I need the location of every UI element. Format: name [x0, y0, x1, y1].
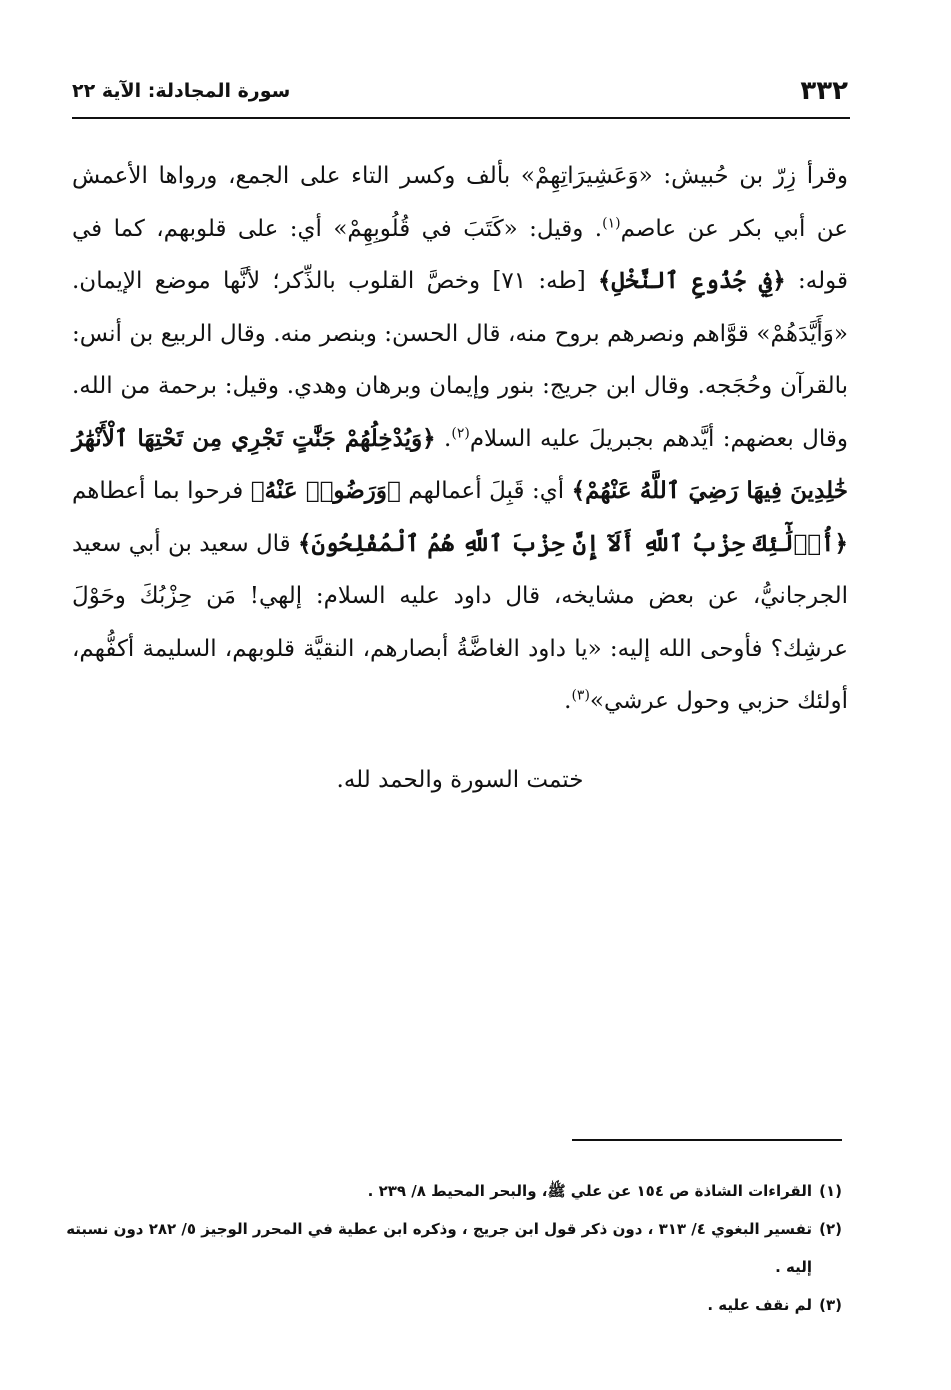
footnote-number: (٢) [819, 1220, 842, 1238]
surah-heading: سورة المجادلة: الآية ٢٢ [72, 80, 291, 102]
footnote-separator [572, 1139, 842, 1141]
footnote-text-continued: نسبته إليه . [66, 1220, 812, 1276]
body-text-segment: وقرأ زِرّ بن حُبيش: «وَعَشِيرَاتِهِمْ» بألف وكسر التاء على الجمع، ورواها الأعمش عن أبي بكر عن عاصم [72, 163, 848, 242]
body-text-segment: . وقيل: «كَتَبَ في قُلُوبِهِمْ» أي: على قلوبهم، كما في قوله: [72, 215, 849, 294]
quran-quote: ﴿فِي جُذُوعِ ٱلنَّخْلِ﴾ [598, 267, 786, 294]
closing-sentence: ختمت السورة والحمد لله. [336, 767, 584, 793]
footnote-number: (١) [819, 1182, 842, 1200]
body-text-segment: . [564, 688, 572, 714]
footnote-number: (٣) [819, 1296, 842, 1314]
body-text-segment: قال سعيد بن أبي سعيد الجرجانيُّ، عن بعض مشايخه، قال داود عليه السلام: إلهي! مَن حِزْبُكَ وحَوْلَ عرشِك؟ فأوحى الله إليه: «يا داود الغاضَّةُ أبصارهم، النقيَّة قلوبهم، السليمة أكفُّهم، أولئك حزبي وحول عرشي» [72, 530, 848, 714]
footnotes [66, 1172, 842, 1324]
footnote-text: القراءات الشاذة ص ١٥٤ عن علي ﷺ، والبحر المحيط ٨/ ٢٣٩ . [367, 1182, 812, 1200]
quran-quote: ﴿وَيُدْخِلُهُمْ جَنَّٰتٍ تَجْرِي مِن تَحْتِهَا ٱلْأَنْهَٰرُ خَٰلِدِينَ فِيهَا رَضِيَ ٱللَّهُ عَنْهُمْ﴾ [72, 424, 848, 504]
footnote-ref-1: (١) [602, 214, 621, 231]
footnote-1 [66, 1172, 842, 1210]
body-text-segment: [طه: ٧١] وخصَّ القلوب بالذِّكر؛ لأنَّها موضع الإيمان. «وَأَيَّدَهُمْ» قوَّاهم ونصرهم بروح منه، قال الحسن: وبنصر منه. وقال الربيع بن أنس: بالقرآن وحُجَجه. وقال ابن جريج: بنور وإيمان وبرهان وهدي. وقيل: برحمة من الله. وقال بعضهم: أيَّدهم بجبريلَ عليه السلام [72, 268, 849, 452]
footnote-2 [66, 1210, 842, 1286]
footnote-text: تفسير البغوي ٤/ ٣١٣ ، دون ذكر قول ابن جريج ، وذكره ابن عطية في المحرر الوجيز ٥/ ٢٨٢ دون [113, 1220, 812, 1238]
page-number: ٣٣٢ [800, 76, 848, 106]
footnote-3 [66, 1286, 842, 1324]
footnote-text: لم نقف عليه . [707, 1296, 812, 1314]
quran-quote: ﴿وَرَضُوا۟ عَنْهُ﴾ [250, 477, 401, 504]
quran-quote: ﴿أُو۟لَٰٓئِكَ حِزْبُ ٱللَّهِ أَلَآ إِنَّ حِزْبَ ٱللَّهِ هُمُ ٱلْمُفْلِحُونَ﴾ [298, 529, 849, 557]
header-rule [72, 117, 850, 119]
tafsir-body-text [72, 150, 848, 728]
body-text-segment: . [435, 425, 452, 452]
footnote-ref-2: (٢) [451, 424, 470, 441]
footnote-ref-3: (٣) [571, 687, 590, 704]
body-text-segment: فرحوا بما أعطاهم [72, 478, 251, 504]
body-text-segment: أي: قَبِلَ أعمالهم [400, 478, 572, 504]
running-header [72, 74, 848, 110]
